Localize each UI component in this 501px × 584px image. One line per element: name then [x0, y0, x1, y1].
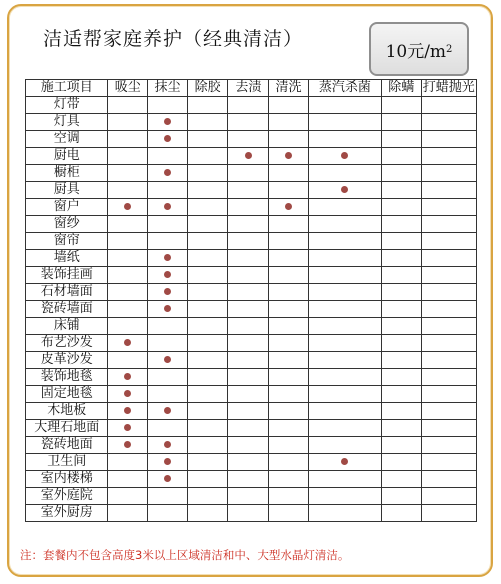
table-cell — [148, 386, 188, 403]
table-cell — [228, 182, 269, 199]
page-title: 洁适帮家庭养护（经典清洁） — [43, 28, 304, 50]
table-cell — [228, 199, 269, 216]
table-cell — [381, 267, 421, 284]
table-cell — [187, 250, 228, 267]
table-cell — [421, 216, 476, 233]
table-header-row — [26, 80, 477, 97]
table-cell — [187, 182, 228, 199]
table-cell — [308, 216, 381, 233]
table-cell — [228, 250, 269, 267]
table-cell — [421, 488, 476, 505]
table-cell — [108, 165, 148, 182]
table-cell — [108, 301, 148, 318]
table-cell — [421, 437, 476, 454]
table-cell — [148, 250, 188, 267]
table-cell — [148, 488, 188, 505]
table-cell — [308, 114, 381, 131]
table-cell — [108, 182, 148, 199]
table-cell — [381, 148, 421, 165]
table-row — [26, 420, 477, 437]
table-cell — [381, 505, 421, 522]
table-cell — [269, 369, 309, 386]
table-row — [26, 148, 477, 165]
table-cell — [421, 369, 476, 386]
table-cell — [308, 199, 381, 216]
table-cell — [381, 488, 421, 505]
table-row — [26, 165, 477, 182]
table-cell — [381, 301, 421, 318]
row-item-label: 墙纸 — [26, 250, 108, 267]
table-cell — [228, 114, 269, 131]
table-cell — [381, 471, 421, 488]
table-cell — [421, 318, 476, 335]
table-cell — [148, 114, 188, 131]
table-cell — [187, 114, 228, 131]
row-item-label: 空调 — [26, 131, 108, 148]
table-cell — [308, 267, 381, 284]
table-cell — [381, 233, 421, 250]
table-cell — [108, 488, 148, 505]
footnote: 注：套餐内不包含高度3米以上区域清洁和中、大型水晶灯清洁。 — [20, 548, 350, 562]
table-cell — [187, 284, 228, 301]
row-item-label: 装饰挂画 — [26, 267, 108, 284]
table-body — [26, 97, 477, 522]
table-cell — [308, 131, 381, 148]
table-cell — [228, 352, 269, 369]
table-cell — [187, 437, 228, 454]
table-cell — [421, 335, 476, 352]
table-row — [26, 97, 477, 114]
table-cell — [108, 505, 148, 522]
table-cell — [228, 386, 269, 403]
table-cell — [108, 267, 148, 284]
table-cell — [228, 403, 269, 420]
table-cell — [187, 386, 228, 403]
row-item-label: 厨电 — [26, 148, 108, 165]
table-cell — [228, 471, 269, 488]
table-cell — [381, 284, 421, 301]
table-cell — [187, 335, 228, 352]
row-item-label: 皮革沙发 — [26, 352, 108, 369]
table-cell — [148, 318, 188, 335]
included-dot-icon — [124, 424, 131, 431]
row-item-label: 橱柜 — [26, 165, 108, 182]
table-cell — [228, 267, 269, 284]
table-cell — [421, 301, 476, 318]
table-cell — [269, 165, 309, 182]
table-cell — [108, 369, 148, 386]
table-cell — [148, 148, 188, 165]
row-item-label: 窗纱 — [26, 216, 108, 233]
table-cell — [269, 488, 309, 505]
table-cell — [421, 114, 476, 131]
table-cell — [308, 454, 381, 471]
table-cell — [308, 369, 381, 386]
table-row — [26, 267, 477, 284]
table-cell — [108, 386, 148, 403]
price-amount: 10元/m — [385, 41, 447, 62]
row-item-label: 固定地毯 — [26, 386, 108, 403]
table-cell — [269, 114, 309, 131]
included-dot-icon — [124, 390, 131, 397]
table-cell — [187, 318, 228, 335]
table-row — [26, 250, 477, 267]
table-cell — [308, 97, 381, 114]
table-cell — [228, 301, 269, 318]
table-cell — [187, 420, 228, 437]
table-cell — [187, 301, 228, 318]
included-dot-icon — [341, 152, 348, 159]
table-cell — [108, 403, 148, 420]
table-row — [26, 488, 477, 505]
included-dot-icon — [124, 407, 131, 414]
table-cell — [187, 148, 228, 165]
table-cell — [421, 233, 476, 250]
table-cell — [228, 148, 269, 165]
header-service: 清洗 — [269, 80, 309, 97]
table-cell — [381, 97, 421, 114]
table-cell — [228, 318, 269, 335]
table-row — [26, 114, 477, 131]
price-badge — [369, 22, 469, 76]
table-cell — [148, 403, 188, 420]
table-row — [26, 369, 477, 386]
table-cell — [269, 403, 309, 420]
table-cell — [148, 505, 188, 522]
row-item-label: 窗帘 — [26, 233, 108, 250]
included-dot-icon — [124, 339, 131, 346]
table-cell — [421, 250, 476, 267]
table-cell — [269, 420, 309, 437]
table-cell — [308, 233, 381, 250]
table-cell — [421, 284, 476, 301]
table-cell — [381, 369, 421, 386]
table-row — [26, 335, 477, 352]
table-cell — [421, 267, 476, 284]
table-cell — [108, 352, 148, 369]
table-cell — [187, 454, 228, 471]
table-cell — [228, 284, 269, 301]
table-cell — [269, 454, 309, 471]
table-cell — [148, 97, 188, 114]
header-service: 去渍 — [228, 80, 269, 97]
table-cell — [381, 199, 421, 216]
included-dot-icon — [164, 305, 171, 312]
included-dot-icon — [124, 203, 131, 210]
table-cell — [148, 182, 188, 199]
table-cell — [269, 335, 309, 352]
row-item-label: 窗户 — [26, 199, 108, 216]
table-cell — [421, 165, 476, 182]
table-row — [26, 182, 477, 199]
table-cell — [228, 97, 269, 114]
table-cell — [228, 437, 269, 454]
table-row — [26, 301, 477, 318]
table-cell — [108, 437, 148, 454]
table-row — [26, 454, 477, 471]
included-dot-icon — [245, 152, 252, 159]
table-cell — [308, 420, 381, 437]
table-cell — [421, 505, 476, 522]
table-cell — [269, 318, 309, 335]
included-dot-icon — [285, 203, 292, 210]
table-cell — [421, 97, 476, 114]
table-cell — [381, 454, 421, 471]
table-cell — [148, 131, 188, 148]
table-cell — [108, 471, 148, 488]
table-row — [26, 199, 477, 216]
table-cell — [308, 403, 381, 420]
table-row — [26, 318, 477, 335]
table-cell — [228, 505, 269, 522]
table-cell — [308, 352, 381, 369]
table-cell — [228, 420, 269, 437]
included-dot-icon — [124, 441, 131, 448]
table-row — [26, 403, 477, 420]
table-cell — [187, 471, 228, 488]
table-cell — [187, 488, 228, 505]
table-cell — [269, 352, 309, 369]
table-cell — [308, 335, 381, 352]
table-cell — [381, 250, 421, 267]
table-cell — [108, 318, 148, 335]
table-cell — [421, 182, 476, 199]
table-cell — [187, 369, 228, 386]
table-cell — [308, 250, 381, 267]
included-dot-icon — [164, 288, 171, 295]
table-cell — [269, 216, 309, 233]
table-cell — [308, 437, 381, 454]
table-cell — [381, 420, 421, 437]
included-dot-icon — [164, 254, 171, 261]
header-service: 除螨 — [381, 80, 421, 97]
table-cell — [269, 148, 309, 165]
table-cell — [228, 454, 269, 471]
included-dot-icon — [164, 458, 171, 465]
table-cell — [308, 165, 381, 182]
header-service: 抹尘 — [148, 80, 188, 97]
table-cell — [148, 454, 188, 471]
table-cell — [381, 318, 421, 335]
included-dot-icon — [164, 271, 171, 278]
table-cell — [381, 403, 421, 420]
table-cell — [187, 267, 228, 284]
table-cell — [269, 267, 309, 284]
table-cell — [308, 182, 381, 199]
table-cell — [381, 335, 421, 352]
table-cell — [421, 131, 476, 148]
row-item-label: 室内楼梯 — [26, 471, 108, 488]
table-cell — [228, 216, 269, 233]
service-table — [25, 79, 477, 522]
table-cell — [187, 199, 228, 216]
table-cell — [269, 250, 309, 267]
table-cell — [269, 131, 309, 148]
table-cell — [148, 471, 188, 488]
included-dot-icon — [164, 118, 171, 125]
table-cell — [269, 199, 309, 216]
table-cell — [269, 97, 309, 114]
table-cell — [108, 131, 148, 148]
table-cell — [308, 301, 381, 318]
table-row — [26, 386, 477, 403]
row-item-label: 厨具 — [26, 182, 108, 199]
row-item-label: 木地板 — [26, 403, 108, 420]
table-cell — [381, 216, 421, 233]
table-cell — [228, 131, 269, 148]
row-item-label: 灯带 — [26, 97, 108, 114]
table-row — [26, 505, 477, 522]
table-cell — [269, 233, 309, 250]
table-row — [26, 233, 477, 250]
header-item: 施工项目 — [26, 80, 108, 97]
included-dot-icon — [285, 152, 292, 159]
table-cell — [421, 148, 476, 165]
header-service: 打蜡抛光 — [422, 80, 475, 95]
row-item-label: 布艺沙发 — [26, 335, 108, 352]
row-item-label: 装饰地毯 — [26, 369, 108, 386]
table-cell — [381, 131, 421, 148]
table-cell — [108, 216, 148, 233]
table-cell — [108, 250, 148, 267]
table-cell — [308, 148, 381, 165]
row-item-label: 石材墙面 — [26, 284, 108, 301]
row-item-label: 床铺 — [26, 318, 108, 335]
table-cell — [381, 165, 421, 182]
table-cell — [381, 437, 421, 454]
table-cell — [108, 97, 148, 114]
header-service: 除胶 — [187, 80, 228, 97]
table-cell — [148, 420, 188, 437]
header-service: 吸尘 — [108, 80, 148, 97]
table-cell — [228, 335, 269, 352]
table-cell — [148, 301, 188, 318]
row-item-label: 卫生间 — [26, 454, 108, 471]
table-cell — [421, 352, 476, 369]
table-row — [26, 131, 477, 148]
included-dot-icon — [164, 203, 171, 210]
included-dot-icon — [341, 186, 348, 193]
table-cell — [421, 471, 476, 488]
table-cell — [381, 386, 421, 403]
included-dot-icon — [164, 135, 171, 142]
price-unit-superscript: 2 — [446, 43, 453, 55]
table-cell — [228, 165, 269, 182]
table-cell — [269, 505, 309, 522]
table-cell — [148, 437, 188, 454]
table-cell — [187, 216, 228, 233]
table-cell — [381, 352, 421, 369]
row-item-label: 大理石地面 — [26, 420, 108, 437]
table-cell — [148, 199, 188, 216]
table-cell — [148, 369, 188, 386]
table-cell — [421, 420, 476, 437]
table-row — [26, 284, 477, 301]
table-cell — [148, 352, 188, 369]
table-cell — [108, 199, 148, 216]
included-dot-icon — [164, 356, 171, 363]
included-dot-icon — [164, 441, 171, 448]
table-cell — [308, 505, 381, 522]
included-dot-icon — [164, 407, 171, 414]
row-item-label: 灯具 — [26, 114, 108, 131]
included-dot-icon — [341, 458, 348, 465]
row-item-label: 室外厨房 — [26, 505, 108, 522]
table-cell — [108, 335, 148, 352]
table-cell — [269, 437, 309, 454]
table-cell — [269, 386, 309, 403]
table-cell — [269, 301, 309, 318]
table-cell — [108, 233, 148, 250]
table-cell — [108, 148, 148, 165]
table-cell — [187, 403, 228, 420]
table-row — [26, 437, 477, 454]
table-cell — [148, 267, 188, 284]
table-cell — [148, 233, 188, 250]
table-cell — [148, 335, 188, 352]
table-cell — [421, 454, 476, 471]
included-dot-icon — [164, 475, 171, 482]
table-cell — [108, 284, 148, 301]
table-cell — [308, 318, 381, 335]
table-cell — [421, 403, 476, 420]
header-service: 蒸汽杀菌 — [308, 80, 381, 97]
table-cell — [187, 233, 228, 250]
table-cell — [108, 114, 148, 131]
row-item-label: 瓷砖墙面 — [26, 301, 108, 318]
table-cell — [308, 386, 381, 403]
included-dot-icon — [164, 169, 171, 176]
row-item-label: 室外庭院 — [26, 488, 108, 505]
table-cell — [421, 386, 476, 403]
table-cell — [381, 114, 421, 131]
table-cell — [228, 369, 269, 386]
table-cell — [308, 488, 381, 505]
table-cell — [108, 454, 148, 471]
table-cell — [187, 165, 228, 182]
table-cell — [187, 97, 228, 114]
row-item-label: 瓷砖地面 — [26, 437, 108, 454]
table-cell — [148, 284, 188, 301]
table-row — [26, 216, 477, 233]
table-cell — [108, 420, 148, 437]
table-cell — [148, 216, 188, 233]
included-dot-icon — [124, 373, 131, 380]
table-cell — [269, 182, 309, 199]
table-cell — [308, 284, 381, 301]
table-cell — [187, 131, 228, 148]
table-cell — [187, 352, 228, 369]
table-cell — [308, 471, 381, 488]
table-cell — [228, 488, 269, 505]
table-cell — [269, 284, 309, 301]
table-cell — [228, 233, 269, 250]
table-cell — [381, 182, 421, 199]
table-cell — [148, 165, 188, 182]
table-cell — [421, 199, 476, 216]
table-cell — [269, 471, 309, 488]
table-cell — [187, 505, 228, 522]
table-row — [26, 352, 477, 369]
table-row — [26, 471, 477, 488]
